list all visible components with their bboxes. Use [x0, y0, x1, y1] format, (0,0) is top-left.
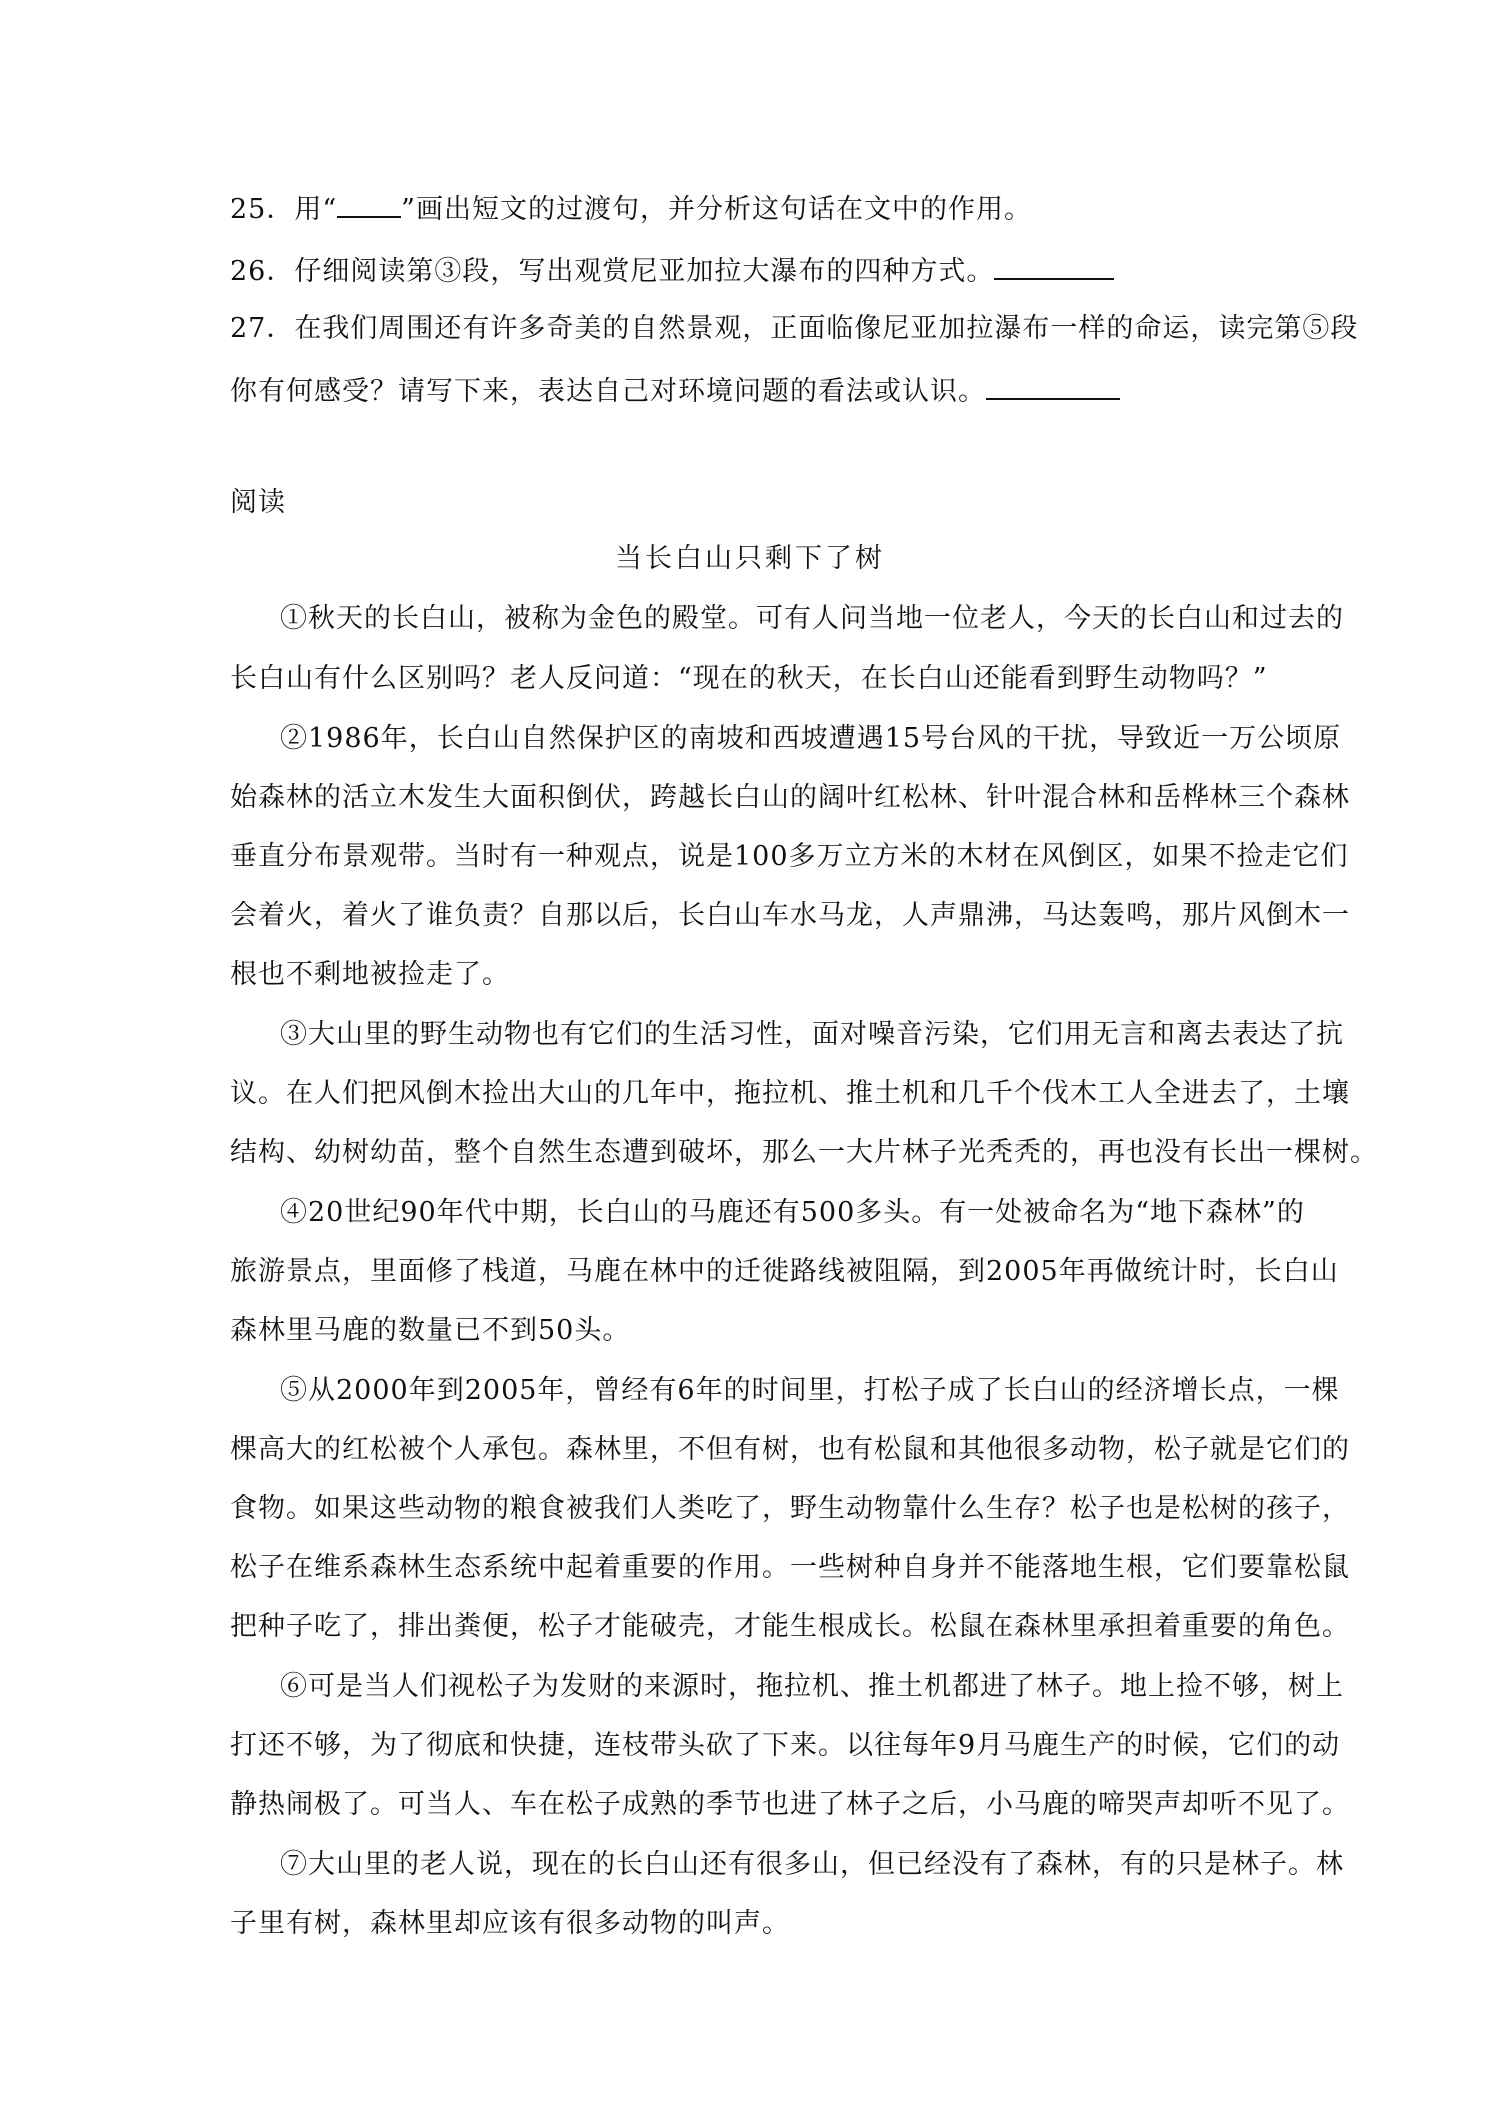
paragraph-line: 长白山有什么区别吗？老人反问道：“现在的秋天，在长白山还能看到野生动物吗？” — [230, 663, 1268, 694]
paragraph-line: 松子在维系森林生态系统中起着重要的作用。一些树种自身并不能落地生根，它们要靠松鼠 — [230, 1552, 1350, 1583]
paragraph-line: 棵高大的红松被个人承包。森林里，不但有树，也有松鼠和其他很多动物，松子就是它们的 — [230, 1434, 1350, 1465]
paragraph-line: ⑥可是当人们视松子为发财的来源时，拖拉机、推土机都进了林子。地上捡不够，树上 — [280, 1671, 1344, 1702]
paragraph-line: ①秋天的长白山，被称为金色的殿堂。可有人问当地一位老人，今天的长白山和过去的 — [280, 603, 1344, 634]
paragraph-line: 会着火，着火了谁负责？自那以后，长白山车水马龙，人声鼎沸，马达轰鸣，那片风倒木一 — [230, 900, 1350, 931]
paragraph-line: ⑦大山里的老人说，现在的长白山还有很多山，但已经没有了森林，有的只是林子。林 — [280, 1849, 1344, 1880]
question-27-line-1: 27．在我们周围还有许多奇美的自然景观，正面临像尼亚加拉瀑布一样的命运，读完第⑤段 — [230, 313, 1359, 344]
paragraph-line: ③大山里的野生动物也有它们的生活习性，面对噪音污染，它们用无言和离去表达了抗 — [280, 1019, 1344, 1050]
question-27-line-2 — [230, 372, 1120, 409]
paragraph-line: 食物。如果这些动物的粮食被我们人类吃了，野生动物靠什么生存？松子也是松树的孩子， — [230, 1493, 1350, 1524]
question-26 — [230, 252, 1114, 289]
section-label: 阅读 — [230, 487, 286, 518]
paragraph-line: 结构、幼树幼苗，整个自然生态遭到破坏，那么一大片林子光秃秃的，再也没有长出一棵树。 — [230, 1137, 1378, 1168]
paragraph-line: 议。在人们把风倒木捡出大山的几年中，拖拉机、推土机和几千个伐木工人全进去了，土壤 — [230, 1078, 1350, 1109]
answer-blank[interactable] — [986, 372, 1120, 400]
paragraph-line: 子里有树，森林里却应该有很多动物的叫声。 — [230, 1908, 790, 1939]
answer-blank[interactable] — [337, 192, 401, 218]
question-27-text: 你有何感受？请写下来，表达自己对环境问题的看法或认识。 — [230, 376, 986, 407]
question-25 — [230, 192, 1032, 227]
answer-blank[interactable] — [994, 252, 1114, 280]
paragraph-line: ④20世纪90年代中期，长白山的马鹿还有500多头。有一处被命名为“地下森林”的 — [280, 1197, 1305, 1228]
paragraph-line: 始森林的活立木发生大面积倒伏，跨越长白山的阔叶红松林、针叶混合林和岳桦林三个森林 — [230, 782, 1350, 813]
paragraph-line: 把种子吃了，排出粪便，松子才能破壳，才能生根成长。松鼠在森林里承担着重要的角色。 — [230, 1611, 1350, 1642]
paragraph-line: 静热闹极了。可当人、车在松子成熟的季节也进了林子之后，小马鹿的啼哭声却听不见了。 — [230, 1789, 1350, 1820]
question-25-suffix: ”画出短文的过渡句，并分析这句话在文中的作用。 — [401, 194, 1032, 225]
paragraph-line: 旅游景点，里面修了栈道，马鹿在林中的迁徙路线被阻隔，到2005年再做统计时，长白山 — [230, 1256, 1339, 1287]
paragraph-line: 森林里马鹿的数量已不到50头。 — [230, 1315, 631, 1346]
paragraph-line: ⑤从2000年到2005年，曾经有6年的时间里，打松子成了长白山的经济增长点，一棵 — [280, 1375, 1340, 1406]
paragraph-line: 打还不够，为了彻底和快捷，连枝带头砍了下来。以往每年9月马鹿生产的时候，它们的动 — [230, 1730, 1341, 1761]
question-26-text: 26．仔细阅读第③段，写出观赏尼亚加拉大瀑布的四种方式。 — [230, 256, 995, 287]
paragraph-line: 根也不剩地被捡走了。 — [230, 959, 510, 990]
paragraph-line: 垂直分布景观带。当时有一种观点，说是100多万立方米的木材在风倒区，如果不捡走它们 — [230, 841, 1349, 872]
question-25-prefix: 25．用“ — [230, 194, 338, 225]
paragraph-line: ②1986年，长白山自然保护区的南坡和西坡遭遇15号台风的干扰，导致近一万公顷原 — [280, 723, 1342, 754]
article-title: 当长白山只剩下了树 — [615, 543, 885, 574]
